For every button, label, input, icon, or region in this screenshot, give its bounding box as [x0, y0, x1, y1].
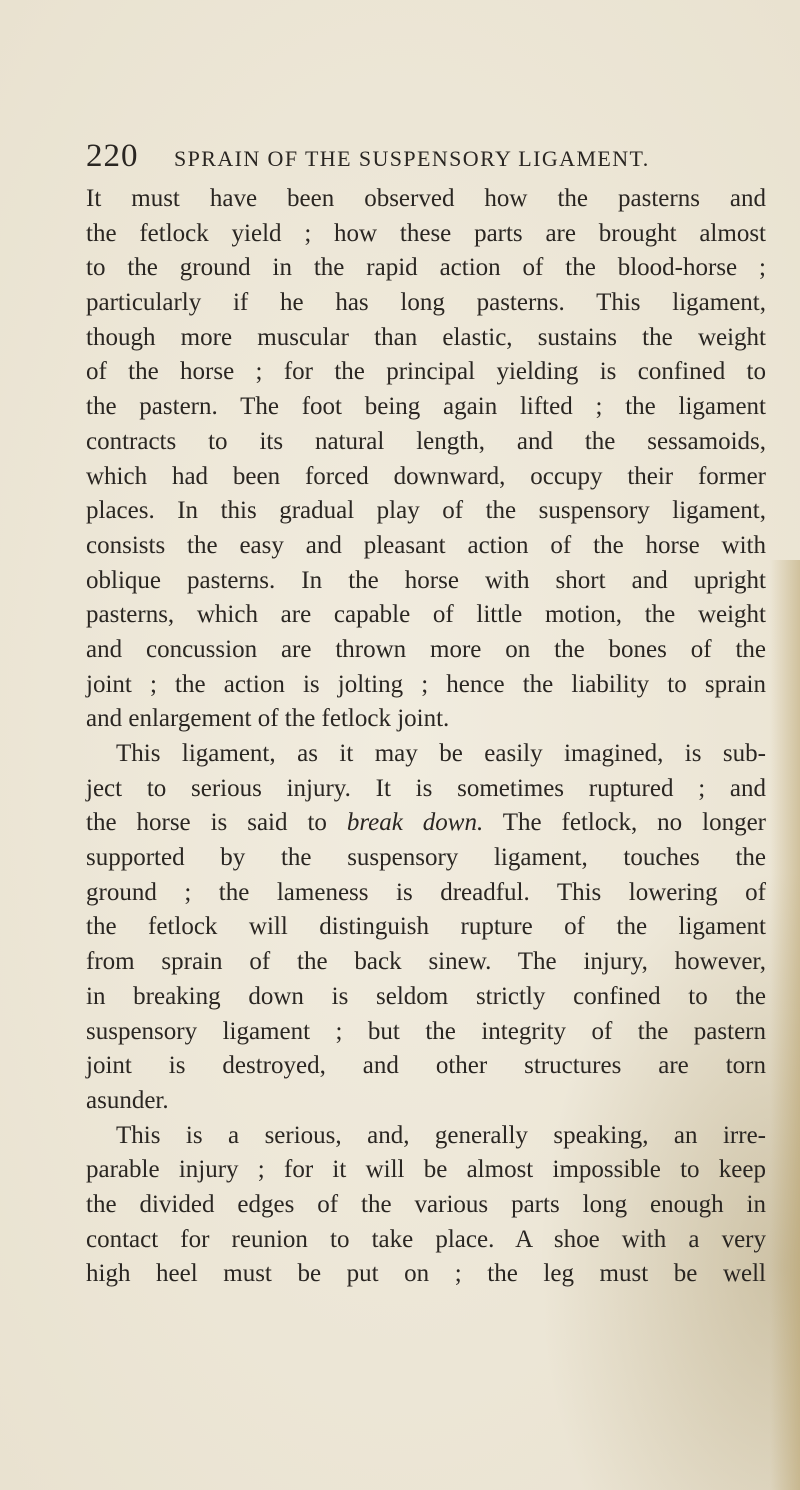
text-line: consists the easy and pleasant action of the horse with	[86, 531, 766, 559]
text-line: This is a serious, and, generally speaking, an irre-	[116, 1121, 766, 1149]
text-line: It must have been observed how the pasterns and	[86, 185, 766, 212]
text-line: to the ground in the rapid action of the blood-horse ;	[86, 254, 766, 282]
text-line: suspensory ligament ; but the integrity of the pastern	[86, 1017, 766, 1045]
text-line: and concussion are thrown more on the bones of the	[86, 635, 766, 663]
text-line: the fetlock yield ; how these parts are brought almost	[86, 219, 766, 247]
page-number: 220	[86, 138, 139, 174]
text-line: the fetlock will distinguish rupture of the ligament	[86, 913, 766, 941]
text-line: ground ; the lameness is dreadful. This lowering of	[86, 878, 766, 906]
text-line: particularly if he has long pasterns. This ligament,	[86, 289, 766, 317]
running-head: SPRAIN OF THE SUSPENSORY LIGAMENT.	[174, 146, 650, 171]
text-line: contracts to its natural length, and the sessamoids,	[86, 427, 766, 455]
page-edge-stain	[770, 560, 800, 1490]
body-text	[86, 182, 766, 1292]
text-line: though more muscular than elastic, sustains the weight	[86, 323, 766, 351]
text-line: joint ; the action is jolting ; hence the liability to sprain	[86, 670, 766, 698]
text-line: pasterns, which are capable of little motion, the weight	[86, 601, 766, 629]
text-line: contact for reunion to take place. A shoe with a very	[86, 1225, 766, 1253]
text-line: of the horse ; for the principal yielding is confined to	[86, 358, 766, 386]
text-line: places. In this gradual play of the suspensory ligament,	[86, 497, 766, 525]
text-line: in breaking down is seldom strictly confined to the	[86, 982, 766, 1010]
text-line: which had been forced downward, occupy their former	[86, 462, 766, 490]
text-run: the horse is said to	[86, 809, 347, 837]
text-line: joint is destroyed, and other structures are torn	[86, 1052, 766, 1080]
text-line: asunder.	[86, 1086, 169, 1114]
text-line: oblique pasterns. In the horse with short and upright	[86, 566, 766, 594]
text-line: This ligament, as it may be easily imagined, is sub-	[116, 740, 766, 767]
italic-phrase: break down.	[346, 809, 484, 837]
text-line: from sprain of the back sinew. The injury, however,	[86, 948, 766, 976]
text-line: the pastern. The foot being again lifted ; the ligament	[86, 393, 766, 421]
text-line: ject to serious injury. It is sometimes ruptured ; and	[86, 774, 766, 802]
text-line: supported by the suspensory ligament, touches the	[86, 844, 766, 872]
text-line: the divided edges of the various parts long enough in	[86, 1190, 766, 1218]
text-line: parable injury ; for it will be almost impossible to keep	[86, 1156, 766, 1184]
page-header	[86, 136, 736, 176]
text-run: The fetlock, no longer	[483, 809, 766, 837]
text-line-with-italic	[86, 806, 766, 841]
text-line: high heel must be put on ; the leg must be well	[86, 1260, 766, 1288]
text-line: and enlargement of the fetlock joint.	[86, 705, 450, 733]
